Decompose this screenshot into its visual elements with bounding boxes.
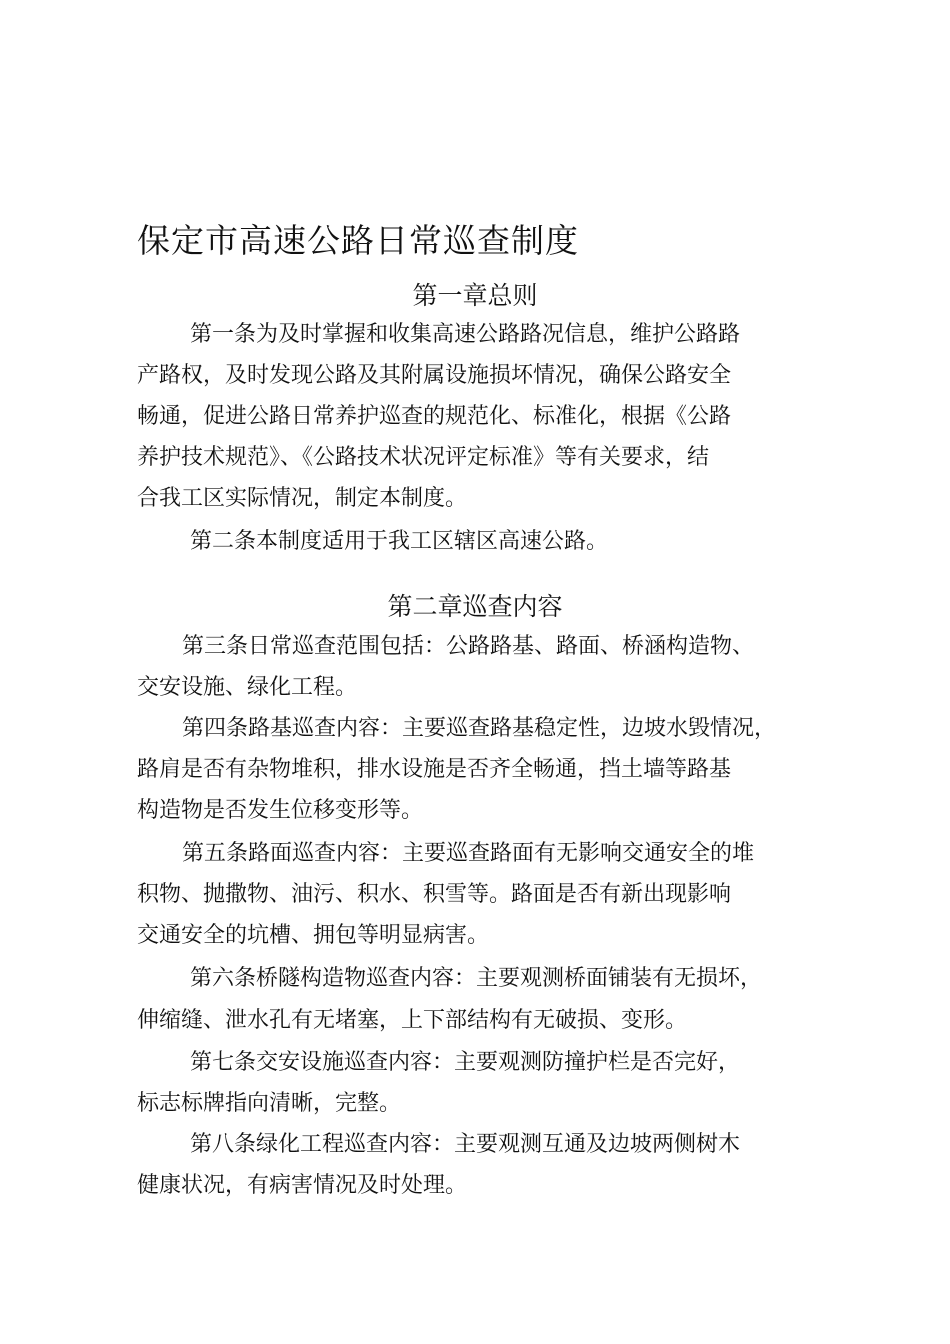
paragraph-line: 健康状况，有病害情况及时处理。 <box>137 1173 468 1198</box>
paragraph-line: 积物、抛撒物、油污、积水、积雪等。路面是否有新出现影响 <box>137 882 732 907</box>
chapter-title: 第二章巡查内容 <box>387 592 563 621</box>
paragraph-line: 产路权，及时发现公路及其附属设施损坏情况，确保公路安全 <box>137 363 732 388</box>
paragraph-line: 第八条绿化工程巡查内容：主要观测互通及边坡两侧树木 <box>190 1132 741 1157</box>
paragraph-line: 养护技术规范》、《公路技术状况评定标准》等有关要求，结 <box>137 445 710 470</box>
paragraph-line: 标志标牌指向清晰，完整。 <box>137 1091 402 1116</box>
paragraph-line: 第一条为及时掌握和收集高速公路路况信息，维护公路路 <box>190 322 741 347</box>
paragraph-line: 第五条路面巡查内容：主要巡查路面有无影响交通安全的堆 <box>182 841 755 866</box>
paragraph-line: 第二条本制度适用于我工区辖区高速公路。 <box>190 529 609 554</box>
paragraph-line: 交安设施、绿化工程。 <box>137 675 358 700</box>
paragraph-line: 构造物是否发生位移变形等。 <box>137 798 424 823</box>
document-title: 保定市高速公路日常巡查制度 <box>137 221 579 260</box>
paragraph-line: 畅通，促进公路日常养护巡查的规范化、标准化，根据《公路 <box>137 404 732 429</box>
paragraph-line: 伸缩缝、泄水孔有无堵塞，上下部结构有无破损、变形。 <box>137 1008 688 1033</box>
paragraph-line: 第六条桥隧构造物巡查内容：主要观测桥面铺装有无损坏， <box>190 966 763 991</box>
chapter-title: 第一章总则 <box>412 281 538 310</box>
paragraph-line: 合我工区实际情况，制定本制度。 <box>137 486 468 511</box>
paragraph-line: 交通安全的坑槽、拥包等明显病害。 <box>137 923 490 948</box>
paragraph-line: 第七条交安设施巡查内容：主要观测防撞护栏是否完好， <box>190 1050 741 1075</box>
paragraph-line: 第三条日常巡查范围包括：公路路基、路面、桥涵构造物、 <box>182 634 755 659</box>
paragraph-line: 路肩是否有杂物堆积，排水设施是否齐全畅通，挡土墙等路基 <box>137 757 732 782</box>
paragraph-line: 第四条路基巡查内容：主要巡查路基稳定性，边坡水毁情况， <box>182 716 777 741</box>
